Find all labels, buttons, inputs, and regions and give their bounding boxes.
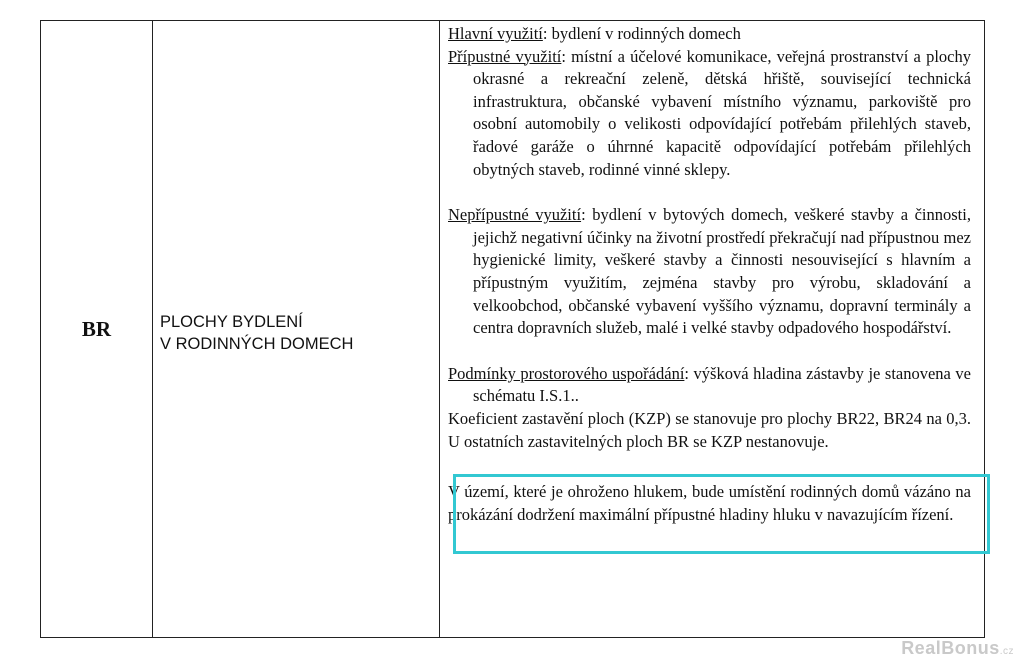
watermark-logo xyxy=(901,638,1014,659)
permitted-use-label: Přípustné využití xyxy=(448,46,562,66)
kzp-paragraph: Koeficient zastavění ploch (KZP) se stanovuje pro plochy BR22, BR24 na 0,3. U ostatních zastavitelných ploch BR se KZP nestanovuje. xyxy=(448,408,971,451)
spatial-conditions-text: : výšková hladina zástavby je stanovena ve schématu I.S.1.. xyxy=(473,363,972,406)
regulation-description xyxy=(448,23,971,526)
kzp-highlight-box xyxy=(453,474,990,554)
spatial-conditions-block xyxy=(448,363,971,453)
spatial-conditions-label: Podmínky prostorového uspořádání xyxy=(448,363,685,383)
prohibited-use-label: Nepřípustné využití xyxy=(448,205,582,225)
main-use-label: Hlavní využití xyxy=(448,24,543,43)
watermark-brand: RealBonus xyxy=(901,638,1000,658)
prohibited-use-block xyxy=(448,204,971,340)
plot-name-line2: V RODINNÝCH DOMECH xyxy=(160,335,354,353)
permitted-use-text: : místní a účelové komunikace, veřejná prostranství a plochy okrasné a rekreační zeleně, dětská hřiště, související technická infrastruktura, občanské vybavení místního významu, parkoviště pro osobní automobily o velikosti odpovídající potřebám přilehlých staveb, řadové garáže o úhrnné kapacitě odpovídající potřebám přilehlých obytných staveb, rodinné vinné sklepy. xyxy=(473,46,971,179)
plot-code: BR xyxy=(81,316,112,341)
prohibited-use-text: : bydlení v bytových domech, veškeré stavby a činnosti, jejichž negativní účinky na životní prostředí překračují nad přípustnou mez hygienické limity, veškeré stavby a činnosti nesouvisející s hlavním a přípustným využitím, zejména stavby pro výrobu, skladování a velkoobchod, občanské vybavení vyššího významu, dopravní terminály a centra dopravních služeb, malé i velké stavby odpadového hospodářství. xyxy=(473,205,971,338)
plot-code-cell xyxy=(41,21,152,637)
plot-name-line1: PLOCHY BYDLENÍ xyxy=(160,313,303,331)
noise-text: V území, které je ohroženo hlukem, bude umístění rodinných domů vázáno na prokázání dodržení maximální přípustné hladiny hluku v navazujícím řízení. xyxy=(448,482,971,524)
plot-name-cell xyxy=(153,311,446,355)
watermark-tld: .cz xyxy=(999,646,1014,657)
main-use-text: : bydlení v rodinných domech xyxy=(542,24,741,43)
main-use-block xyxy=(448,23,971,46)
permitted-use-block xyxy=(448,46,971,182)
